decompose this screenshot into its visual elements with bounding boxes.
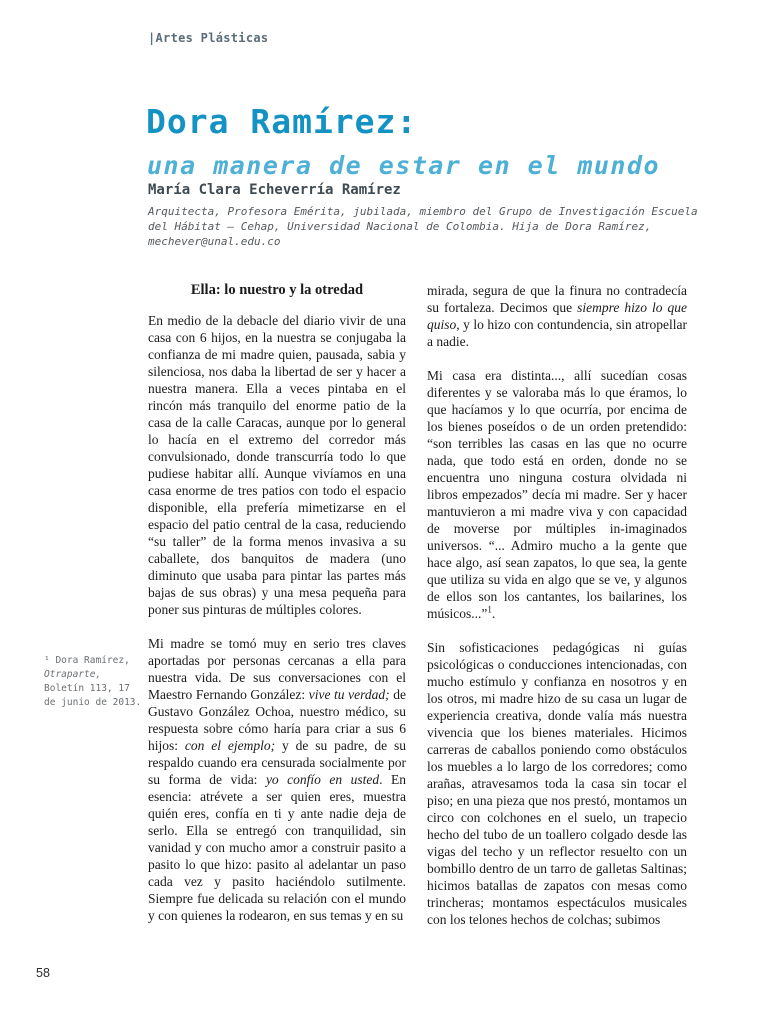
- text-run: ¹ Dora Ramírez,: [44, 655, 130, 666]
- italic-run: Otraparte,: [44, 669, 102, 680]
- page-number: 58: [36, 966, 50, 980]
- text-run: , y lo hizo con contundencia, sin atropellar a nadie.: [427, 317, 687, 349]
- text-run: Mi madre se tomó muy en serio tres claves aportadas por personas cercanas a ella para nuestra vida. De sus conversaciones con el Maestro Fernando González:: [148, 636, 406, 702]
- text-run: En medio de la debacle del diario vivir de una casa con 6 hijos, en la nuestra se conjugaba la confianza de mi madre quien, pausada, sabia y silenciosa, nos daba la libertad de ser y hacer a nuestra manera. Ella a veces pintaba en el rincón más tranquilo del enorme patio de la casa de la calle Caracas, aunque por lo general lo hacía en el extremo del corredor más convulsionado, donde transcurría todo lo que pudiese habitar allí. Aunque vivíamos en una casa enorme de tres patios con todo el espacio disponible, ella prefería mimetizarse en el espacio del patio central de la casa, reduciendo “su taller” de la forma menos invasiva a su caballete, dos banquitos de madera (uno diminuto que usaba para pintar las partes más bajas de sus obras) y una mesa pequeña para poner sus pinturas de múltiples colores.: [148, 313, 406, 617]
- body-columns: [148, 282, 687, 928]
- text-run: .: [491, 606, 496, 621]
- body-paragraph: [148, 312, 406, 618]
- italic-run: con el ejemplo;: [184, 738, 276, 753]
- italic-run: vive tu verdad;: [308, 687, 390, 702]
- body-paragraph: [427, 367, 687, 622]
- author-affiliation: Arquitecta, Profesora Emérita, jubilada, miembro del Grupo de Investigación Escuela del Hábitat – Cehap, Universidad Nacional de Colombia. Hija de Dora Ramírez, mechever@unal.edu.co: [148, 205, 698, 248]
- text-run: Boletín 113, 17 de junio de 2013.: [44, 683, 142, 708]
- text-run: de Gustavo González Ochoa, nuestro médico, su respuesta sobre cómo haría para criar a sus 6 hijos:: [148, 687, 406, 753]
- italic-run: yo confío en usted: [265, 772, 380, 787]
- section-heading: Ella: lo nuestro y la otredad: [190, 282, 364, 298]
- italic-run: siempre hizo lo que quiso: [427, 300, 687, 332]
- text-run: . En esencia: atrévete a ser quien eres, muestra quién eres, confía en ti y ante nadie deja de serlo. Ella se entregó con tranquilidad, sin vanidad y con mucho amor a construir pasito a pasito lo que hizo: pasito al adelantar un paso cada vez y pasito haciéndolo sutilmente. Siempre fue delicada su relación con el mundo y con quienes la rodearon, en sus temas y en su: [148, 772, 407, 923]
- author-name: María Clara Echeverría Ramírez: [148, 182, 401, 198]
- article-title: Dora Ramírez:: [146, 102, 418, 141]
- text-run: Sin sofisticaciones pedagógicas ni guías psicológicas o conducciones intencionadas, con mucho estímulo y confianza en nosotros y en los otros, mi madre hizo de su casa un lugar de experiencia creativa, donde valía más nuestra vivencia que los bienes materiales. Hicimos carreras de caballos poniendo como obstáculos los muebles a lo largo de los corredores; como arañas, atravesamos toda la casa sin tocar el piso; en una pieza que nos prestó, montamos un circo con colchones en el suelo, un trapecio hecho del tubo de un toallero colgado desde las vigas del techo y un reflector resuelto con un bombillo dentro de un tarro de galletas Saltinas; hicimos batallas de zapatos con mesas como trincheras; montamos espectáculos musicales con los telones hechos de colchas; subimos: [427, 640, 687, 927]
- body-paragraph: [148, 635, 406, 924]
- section-kicker: |Artes Plásticas: [148, 31, 269, 45]
- footnote-marker: 1: [487, 604, 492, 615]
- text-run: y de su padre, de su respaldo cuando era censurada socialmente por su forma de vida:: [148, 738, 406, 787]
- body-paragraph: [427, 639, 687, 928]
- column-right: [427, 282, 687, 928]
- text-run: mirada, segura de que la finura no contradecía su fortaleza. Decimos que: [427, 283, 687, 315]
- body-paragraph: [427, 282, 687, 350]
- text-run: Mi casa era distinta..., allí sucedían cosas diferentes y se valoraba más lo que éramos, lo que hacíamos y lo que ocurría, por encima de los bienes poseídos o de un orden pretendido: “son terribles las casas en las que no ocurre nada, que todo está en orden, donde no se encuentra uno ninguna costura olvidada ni libros empezados” decía mi madre. Ser y hacer mantuvieron a mi madre viva y con capacidad de moverse por múltiples in-imaginados universos. “... Admiro mucho a la gente que hace algo, así sean zapatos, lo que sea, la gente que utiliza su vida en algo que se ve, y algunos de ellos son los cantantes, los bailarines, los músicos...”: [427, 368, 687, 621]
- article-subtitle: una manera de estar en el mundo: [147, 151, 661, 180]
- column-left: [148, 282, 406, 928]
- margin-footnote: [44, 654, 144, 710]
